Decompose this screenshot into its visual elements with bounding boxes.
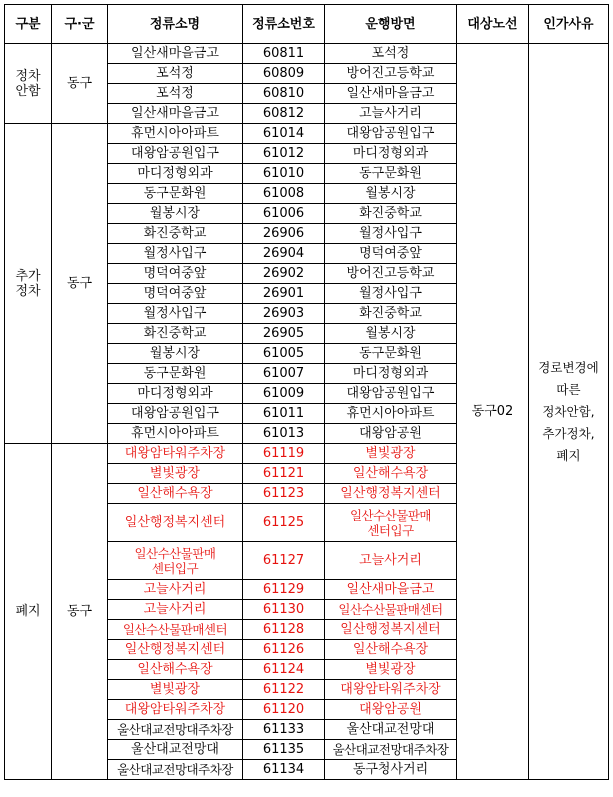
direction-cell: 동구문화원 (325, 344, 457, 364)
stop-name-cell: 마디정형외과 (108, 164, 243, 184)
stop-number-cell: 61120 (243, 700, 325, 720)
direction-cell: 명덕여중앞 (325, 244, 457, 264)
stop-name-cell: 명덕여중앞 (108, 264, 243, 284)
direction-cell: 마디정형외과 (325, 144, 457, 164)
stop-name-cell: 별빛광장 (108, 464, 243, 484)
stop-name-cell: 월봉시장 (108, 204, 243, 224)
stop-number-cell: 61010 (243, 164, 325, 184)
stop-number-cell: 61008 (243, 184, 325, 204)
direction-cell: 동구문화원 (325, 164, 457, 184)
direction-cell: 월봉시장 (325, 324, 457, 344)
direction-cell: 월봉시장 (325, 184, 457, 204)
stop-number-cell: 61012 (243, 144, 325, 164)
stop-number-cell: 61119 (243, 444, 325, 464)
stop-name-cell: 대왕암타워주차장 (108, 444, 243, 464)
direction-cell: 별빛광장 (325, 444, 457, 464)
stop-number-cell: 26902 (243, 264, 325, 284)
stop-number-cell: 60811 (243, 44, 325, 64)
stop-number-cell: 61006 (243, 204, 325, 224)
direction-cell: 일산수산물판매센터 (325, 600, 457, 620)
stop-name-cell: 고늘사거리 (108, 580, 243, 600)
stop-name-cell: 화진중학교 (108, 224, 243, 244)
direction-cell: 대왕암공원 (325, 700, 457, 720)
stop-number-cell: 60809 (243, 64, 325, 84)
stop-number-cell: 61007 (243, 364, 325, 384)
direction-cell: 방어진고등학교 (325, 64, 457, 84)
stop-number-cell: 26905 (243, 324, 325, 344)
stop-name-cell: 별빛광장 (108, 680, 243, 700)
direction-cell: 일산행정복지센터 (325, 484, 457, 504)
stop-number-cell: 61134 (243, 760, 325, 780)
direction-cell: 동구청사거리 (325, 760, 457, 780)
direction-cell: 대왕암공원 (325, 424, 457, 444)
stop-name-cell: 고늘사거리 (108, 600, 243, 620)
stop-name-cell: 화진중학교 (108, 324, 243, 344)
stop-name-cell: 일산수산물판매센터 (108, 620, 243, 640)
stop-number-cell: 61129 (243, 580, 325, 600)
stop-name-cell: 휴먼시아아파트 (108, 124, 243, 144)
direction-cell: 울산대교전망대 (325, 720, 457, 740)
direction-cell: 방어진고등학교 (325, 264, 457, 284)
stop-number-cell: 26906 (243, 224, 325, 244)
reason-cell: 경로변경에 따른 정차안함, 추가정차, 폐지 (529, 44, 609, 780)
table-row (5, 44, 609, 64)
stop-number-cell: 61014 (243, 124, 325, 144)
stop-name-cell: 일산새마을금고 (108, 44, 243, 64)
district-cell: 동구 (52, 124, 108, 444)
stop-number-cell: 61125 (243, 504, 325, 542)
route-change-table (4, 4, 609, 780)
stop-name-cell: 대왕암공원입구 (108, 144, 243, 164)
direction-cell: 대왕암공원입구 (325, 124, 457, 144)
direction-cell: 월정사입구 (325, 284, 457, 304)
stop-number-cell: 61135 (243, 740, 325, 760)
stop-number-cell: 61127 (243, 542, 325, 580)
stop-number-cell: 61133 (243, 720, 325, 740)
stop-number-cell: 61013 (243, 424, 325, 444)
direction-cell: 일산새마을금고 (325, 84, 457, 104)
header-stop-number: 정류소번호 (243, 5, 325, 44)
category-cell: 폐지 (5, 444, 52, 780)
direction-cell: 고늘사거리 (325, 542, 457, 580)
stop-name-cell: 일산행정복지센터 (108, 504, 243, 542)
stop-name-cell: 동구문화원 (108, 184, 243, 204)
stop-name-cell: 월정사입구 (108, 304, 243, 324)
category-cell: 추가 정차 (5, 124, 52, 444)
stop-name-cell: 울산대교전망대주차장 (108, 720, 243, 740)
direction-cell: 휴먼시아아파트 (325, 404, 457, 424)
stop-name-cell: 일산해수욕장 (108, 660, 243, 680)
stop-number-cell: 26904 (243, 244, 325, 264)
direction-cell: 울산대교전망대주차장 (325, 740, 457, 760)
direction-cell: 월정사입구 (325, 224, 457, 244)
direction-cell: 일산수산물판매 센터입구 (325, 504, 457, 542)
stop-name-cell: 월정사입구 (108, 244, 243, 264)
route-cell: 동구02 (457, 44, 529, 780)
stop-name-cell: 마디정형외과 (108, 384, 243, 404)
category-cell: 정차 안함 (5, 44, 52, 124)
stop-number-cell: 61009 (243, 384, 325, 404)
stop-number-cell: 61128 (243, 620, 325, 640)
stop-name-cell: 명덕여중앞 (108, 284, 243, 304)
header-stop-name: 정류소명 (108, 5, 243, 44)
district-cell: 동구 (52, 44, 108, 124)
stop-name-cell: 일산해수욕장 (108, 484, 243, 504)
stop-name-cell: 대왕암공원입구 (108, 404, 243, 424)
stop-name-cell: 울산대교전망대주차장 (108, 760, 243, 780)
stop-number-cell: 61126 (243, 640, 325, 660)
stop-number-cell: 61124 (243, 660, 325, 680)
stop-name-cell: 일산수산물판매 센터입구 (108, 542, 243, 580)
stop-name-cell: 월봉시장 (108, 344, 243, 364)
header-route: 대상노선 (457, 5, 529, 44)
stop-name-cell: 대왕암타워주차장 (108, 700, 243, 720)
stop-number-cell: 60812 (243, 104, 325, 124)
direction-cell: 화진중학교 (325, 304, 457, 324)
header-row (5, 5, 609, 44)
header-reason: 인가사유 (529, 5, 609, 44)
stop-number-cell: 61005 (243, 344, 325, 364)
direction-cell: 일산행정복지센터 (325, 620, 457, 640)
direction-cell: 대왕암공원입구 (325, 384, 457, 404)
stop-name-cell: 일산새마을금고 (108, 104, 243, 124)
direction-cell: 일산해수욕장 (325, 640, 457, 660)
stop-number-cell: 60810 (243, 84, 325, 104)
direction-cell: 대왕암타워주차장 (325, 680, 457, 700)
stop-name-cell: 일산행정복지센터 (108, 640, 243, 660)
stop-number-cell: 61130 (243, 600, 325, 620)
direction-cell: 일산새마을금고 (325, 580, 457, 600)
direction-cell: 화진중학교 (325, 204, 457, 224)
stop-name-cell: 포석정 (108, 84, 243, 104)
direction-cell: 일산해수욕장 (325, 464, 457, 484)
stop-name-cell: 포석정 (108, 64, 243, 84)
district-cell: 동구 (52, 444, 108, 780)
stop-number-cell: 26903 (243, 304, 325, 324)
stop-number-cell: 26901 (243, 284, 325, 304)
direction-cell: 마디정형외과 (325, 364, 457, 384)
stop-number-cell: 61123 (243, 484, 325, 504)
direction-cell: 포석정 (325, 44, 457, 64)
stop-name-cell: 동구문화원 (108, 364, 243, 384)
header-direction: 운행방면 (325, 5, 457, 44)
direction-cell: 별빛광장 (325, 660, 457, 680)
stop-number-cell: 61121 (243, 464, 325, 484)
stop-name-cell: 울산대교전망대 (108, 740, 243, 760)
stop-name-cell: 휴먼시아아파트 (108, 424, 243, 444)
header-district: 구·군 (52, 5, 108, 44)
stop-number-cell: 61011 (243, 404, 325, 424)
stop-number-cell: 61122 (243, 680, 325, 700)
direction-cell: 고늘사거리 (325, 104, 457, 124)
header-category: 구분 (5, 5, 52, 44)
